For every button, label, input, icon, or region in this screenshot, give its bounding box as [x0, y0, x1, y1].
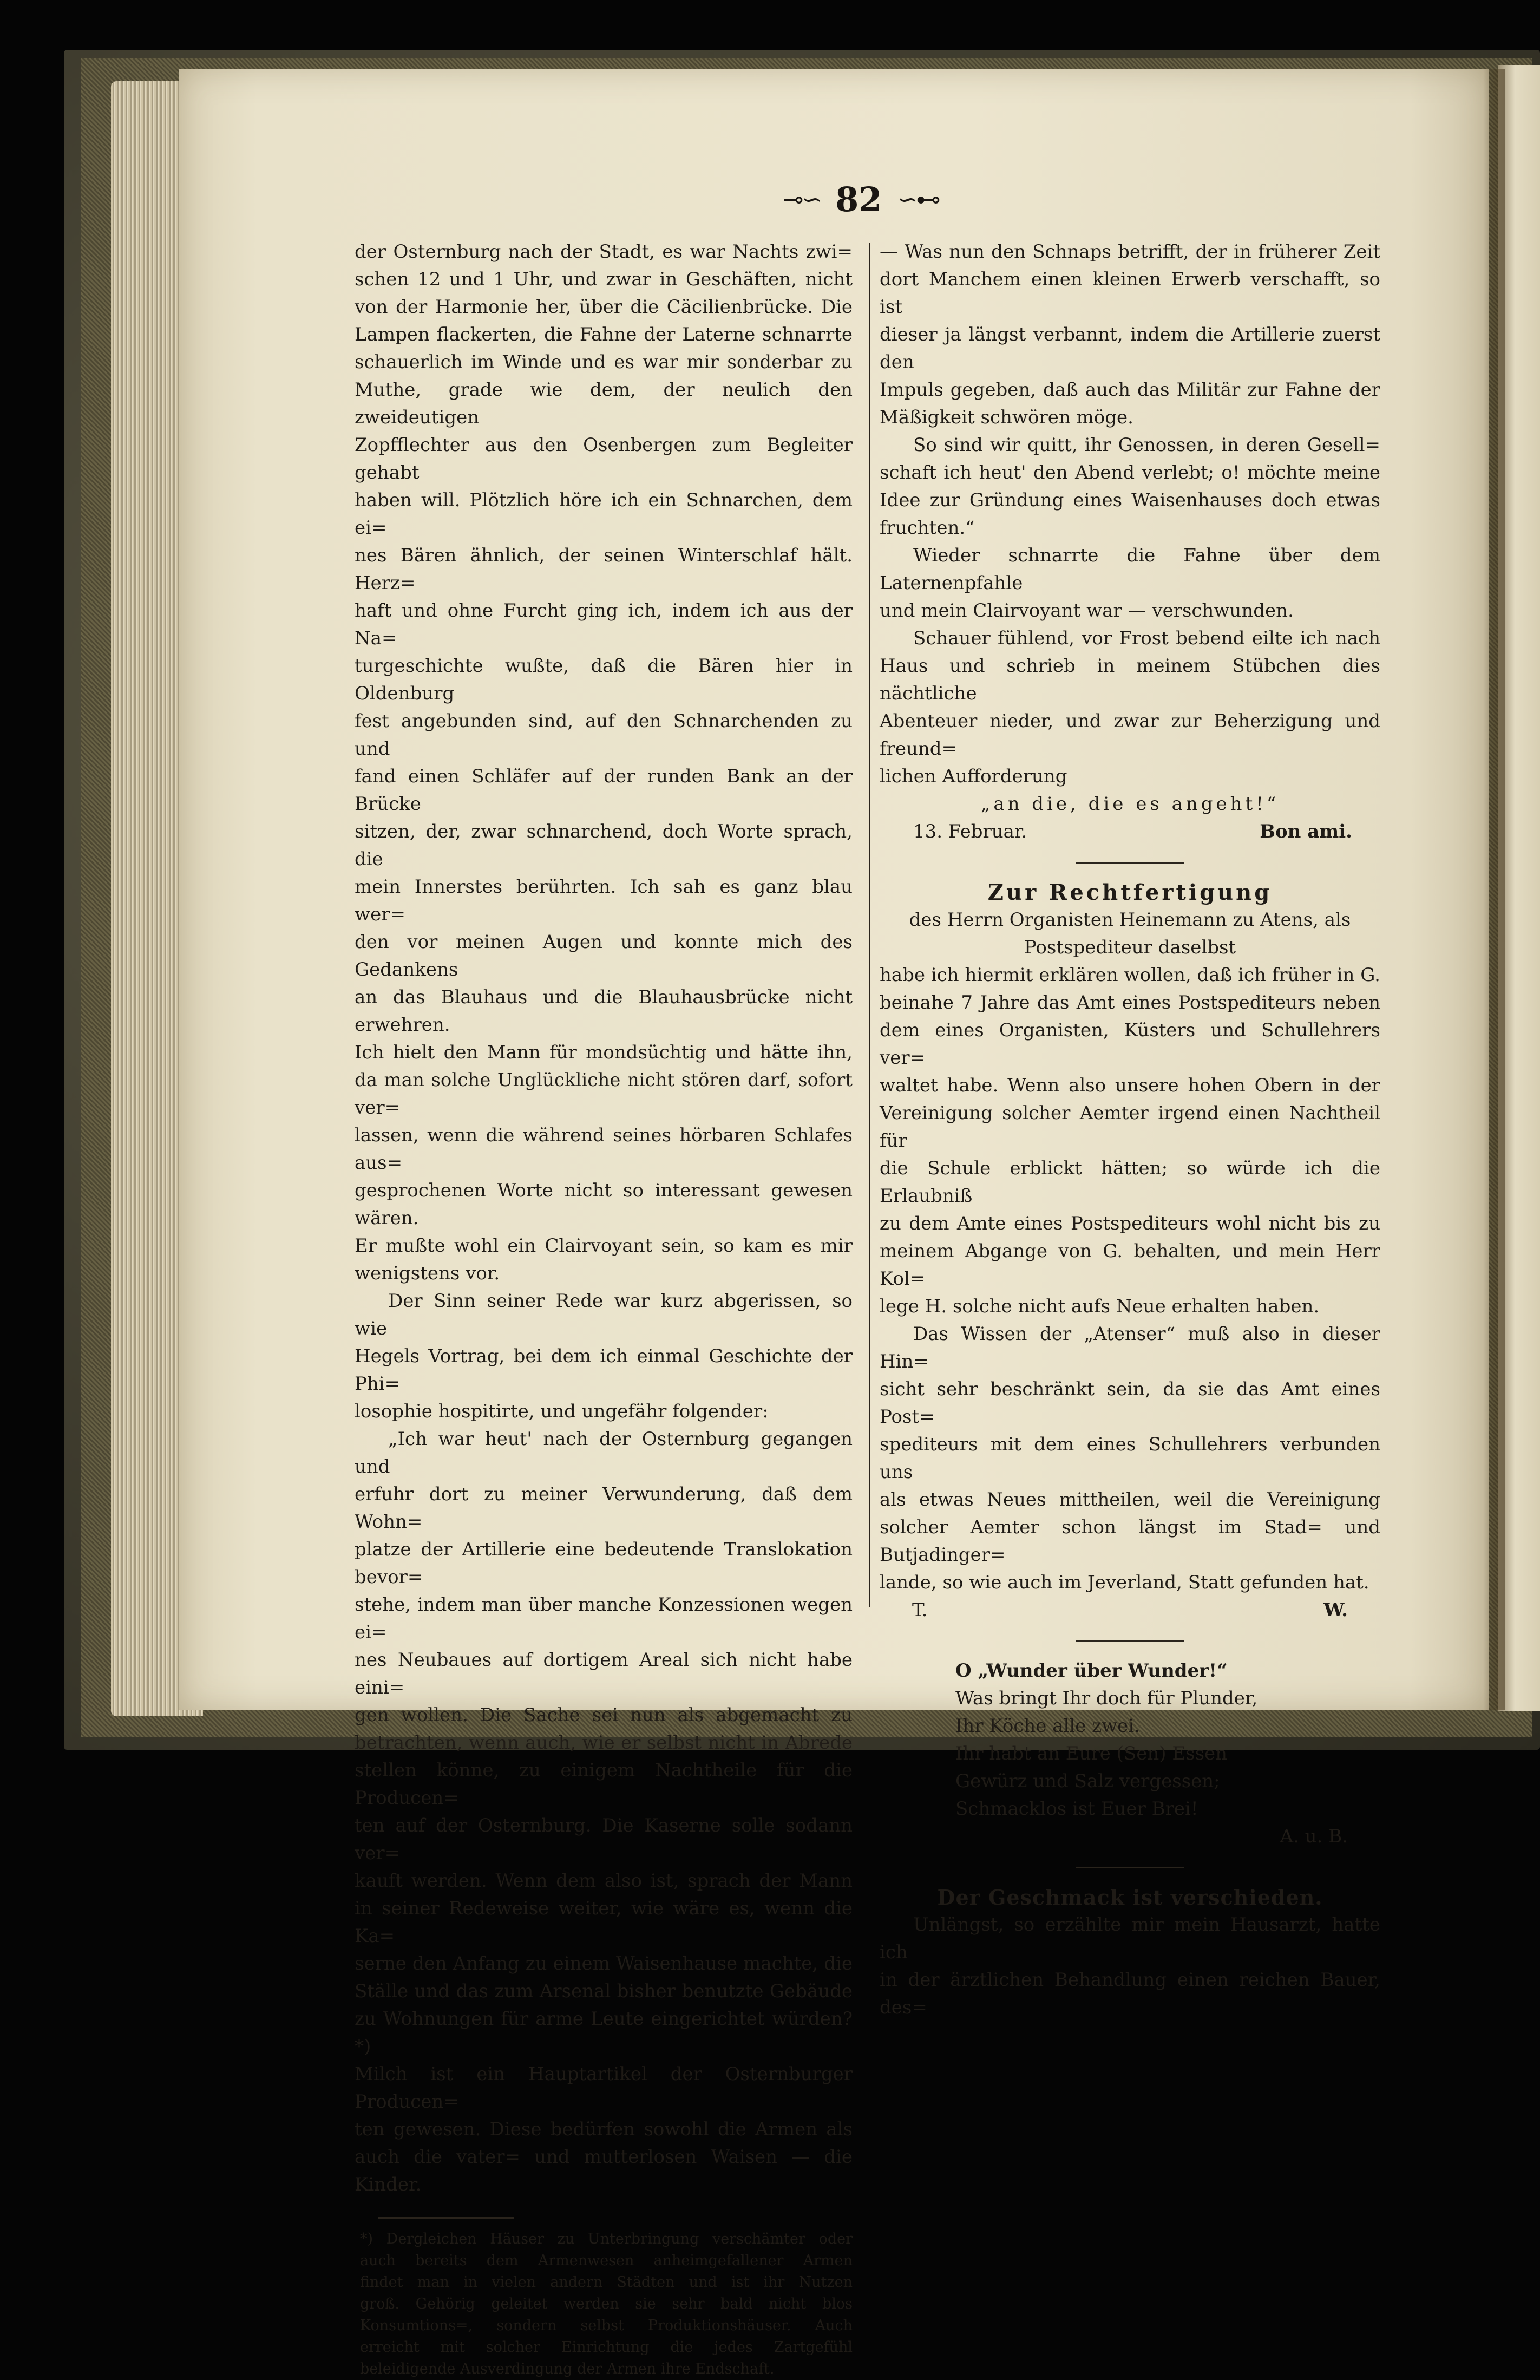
text-line: Impuls gegeben, daß auch das Militär zur Fahne der — [880, 379, 1380, 401]
text-line: Idee zur Gründung eines Waisenhauses doch etwas — [880, 489, 1380, 511]
text-line: stellen könne, zu einigem Nachtheile für die Producen= — [355, 1760, 853, 1809]
text-line: dem eines Organisten, Küsters und Schullehrers ver= — [880, 1019, 1380, 1069]
text-line: So sind wir quitt, ihr Genossen, in deren Gesell= — [913, 434, 1380, 456]
page-number-header — [747, 180, 974, 219]
text-line: haben will. Plötzlich höre ich ein Schnarchen, dem ei= — [355, 489, 853, 539]
text-line: den vor meinen Augen und konnte mich des Gedankens — [355, 931, 853, 980]
text-line: kauft werden. Wenn dem also ist, sprach der Mann — [355, 1870, 853, 1892]
text-line: schaft ich heut' den Abend verlebt; o! möchte meine — [880, 462, 1380, 483]
text-line: fest angebunden sind, auf den Schnarchenden zu und — [355, 710, 853, 760]
text-line: nes Neubaues auf dortigem Areal sich nicht habe eini= — [355, 1649, 853, 1698]
text-line: ten auf der Osternburg. Die Kaserne solle sodann ver= — [355, 1815, 853, 1864]
text-line: als etwas Neues mittheilen, weil die Vereinigung — [880, 1489, 1380, 1511]
text-line: groß. Gehörig geleitet werden sie sehr bald nicht blos — [360, 2296, 853, 2312]
text-line: zu dem Amte eines Postspediteurs wohl nicht bis zu — [880, 1213, 1380, 1234]
paragraph-schnaps — [880, 238, 1380, 431]
text-line: gen wollen. Die Sache sei nun als abgemacht zu — [355, 1704, 853, 1726]
poem-line: Ihr habt an Eure (Sen) Essen — [955, 1743, 1228, 1764]
poem-signature: A. u. B. — [1280, 1826, 1348, 1847]
text-line: Konsumtions=, sondern selbst Produktionshäuser. Auch — [360, 2317, 853, 2334]
text-line: da man solche Unglückliche nicht stören darf, sofort ver= — [355, 1069, 853, 1119]
text-line: Muthe, grade wie dem, der neulich den zweideutigen — [355, 379, 853, 428]
text-line: Milch ist ein Hauptartikel der Osternburger Producen= — [355, 2063, 853, 2113]
text-line: findet man in vielen andern Städten und ist ihr Nutzen — [360, 2274, 853, 2291]
text-line: Der Sinn seiner Rede war kurz abgerissen, so wie — [355, 1290, 853, 1339]
text-line: erreicht mit solcher Einrichtung die jedes Zartgefühl — [360, 2339, 853, 2356]
text-line: in der ärztlichen Behandlung einen reichen Bauer, des= — [880, 1969, 1380, 2018]
page-gutter-shadow — [1483, 69, 1505, 1710]
signature-w: W. — [1323, 1599, 1348, 1621]
poem — [880, 1657, 1380, 1823]
text-line: ten gewesen. Diese bedürfen sowohl die Armen als — [355, 2119, 853, 2140]
closing-quote: „an die, die es angeht!“ — [980, 793, 1280, 815]
text-line: schen 12 und 1 Uhr, und zwar in Geschäften, nicht — [355, 269, 853, 290]
text-line: betrachten, wenn auch, wie er selbst nicht in Abrede — [355, 1732, 853, 1754]
text-line: Vereinigung solcher Aemter irgend einen Nachtheil für — [880, 1102, 1380, 1152]
date: 13. Februar. — [913, 821, 1027, 842]
text-line: solcher Aemter schon längst im Stad= und Butjadinger= — [880, 1516, 1380, 1566]
text-line: nes Bären ähnlich, der seinen Winterschlaf hält. Herz= — [355, 545, 853, 594]
text-line: Hegels Vortrag, bei dem ich einmal Geschichte der Phi= — [355, 1345, 853, 1395]
text-line: dieser ja längst verbannt, indem die Artillerie zuerst den — [880, 324, 1380, 373]
text-line: die Schule erblickt hätten; so würde ich die Erlaubniß — [880, 1158, 1380, 1207]
text-line: Wieder schnarrte die Fahne über dem Laternenpfahle — [880, 545, 1380, 594]
text-line: Lampen flackerten, die Fahne der Laterne schnarrte — [355, 324, 853, 345]
subheading-line-1: des Herrn Organisten Heinemann zu Atens, als — [909, 909, 1351, 931]
text-line: haft und ohne Furcht ging ich, indem ich aus der Na= — [355, 600, 853, 649]
text-line: gesprochenen Worte nicht so interessant gewesen wären. — [355, 1180, 853, 1229]
text-line: losophie hospitirte, und ungefähr folgender: — [355, 1401, 769, 1422]
text-line: an das Blauhaus und die Blauhausbrücke nicht erwehren. — [355, 986, 853, 1036]
text-line: meinem Abgange von G. behalten, und mein Herr Kol= — [880, 1240, 1380, 1290]
text-line: dort Manchem einen kleinen Erwerb verschafft, so ist — [880, 269, 1380, 318]
text-line: turgeschichte wußte, daß die Bären hier in Oldenburg — [355, 655, 853, 704]
column-divider — [869, 243, 870, 1607]
poem-line: Gewürz und Salz vergessen; — [955, 1770, 1220, 1792]
page-number: 82 — [835, 179, 882, 219]
text-line: beleidigende Ausverdingung der Armen ihre Endschaft. — [360, 2361, 775, 2377]
text-line: Ställe und das zum Arsenal bisher benutzte Gebäude — [355, 1980, 853, 2002]
paragraph-erklaerung — [880, 962, 1380, 1320]
text-line: habe ich hiermit erklären wollen, daß ich früher in G. — [880, 964, 1380, 986]
text-line: Ich hielt den Mann für mondsüchtig und hätte ihn, — [355, 1042, 853, 1063]
ornament-right-icon: ∽⊷ — [897, 185, 939, 214]
text-line: platze der Artillerie eine bedeutende Translokation bevor= — [355, 1539, 853, 1588]
subheading-line-2: Postspediteur daselbst — [1024, 937, 1236, 958]
date-signature-line — [880, 818, 1380, 846]
heading-geschmack: Der Geschmack ist verschieden. — [937, 1885, 1323, 1910]
poem-line: Ihr Köche alle zwei. — [955, 1715, 1140, 1737]
text-line: fand einen Schläfer auf der runden Bank an der Brücke — [355, 766, 853, 815]
text-line: Schauer fühlend, vor Frost bebend eilte ich nach — [913, 627, 1380, 649]
poem-line: Was bringt Ihr doch für Plunder, — [955, 1688, 1258, 1709]
text-line: Haus und schrieb in meinem Stübchen dies nächtliche — [880, 655, 1380, 704]
text-line: von der Harmonie her, über die Cäcilienbrücke. Die — [355, 296, 853, 318]
text-line: schauerlich im Winde und es war mir sonderbar zu — [355, 351, 853, 373]
poem-line: Schmacklos ist Euer Brei! — [955, 1798, 1198, 1820]
text-line: Er mußte wohl ein Clairvoyant sein, so kam es mir — [355, 1235, 853, 1257]
text-line: spediteurs mit dem eines Schullehrers verbunden uns — [880, 1434, 1380, 1483]
initials-line — [880, 1597, 1380, 1624]
text-line: lege H. solche nicht aufs Neue erhalten haben. — [880, 1296, 1320, 1317]
text-line: auch bereits dem Armenwesen anheimgefallener Armen — [360, 2252, 853, 2269]
text-line: waltet habe. Wenn also unsere hohen Obern in der — [880, 1075, 1380, 1096]
section-rule — [1076, 862, 1184, 864]
text-line: „Ich war heut' nach der Osternburg gegangen und — [355, 1428, 853, 1477]
text-line: wenigstens vor. — [355, 1263, 500, 1284]
text-line: Das Wissen der „Atenser“ muß also in dieser Hin= — [880, 1323, 1380, 1372]
paragraph-hausarzt — [880, 1911, 1380, 2022]
text-line: erfuhr dort zu meiner Verwunderung, daß dem Wohn= — [355, 1483, 853, 1533]
text-line: zu Wohnungen für arme Leute eingerichtet würden?*) — [355, 2008, 853, 2057]
paragraph-genossen — [880, 431, 1380, 542]
text-line: — Was nun den Schnaps betrifft, der in früherer Zeit — [880, 241, 1380, 263]
section-rule — [1076, 1640, 1184, 1642]
text-line: Zopfflechter aus den Osenbergen zum Begleiter gehabt — [355, 434, 853, 483]
left-article-text — [355, 238, 853, 2199]
section-rule — [1076, 1867, 1184, 1868]
text-line: lichen Aufforderung — [880, 766, 1067, 787]
text-line: Mäßigkeit schwören möge. — [880, 407, 1133, 428]
text-line: Unlängst, so erzählte mir mein Hausarzt, hatte ich — [880, 1914, 1380, 1963]
heading-rechtfertigung: Zur Rechtfertigung — [987, 880, 1273, 905]
text-line: lassen, wenn die während seines hörbaren Schlafes aus= — [355, 1124, 853, 1174]
text-line: sitzen, der, zwar schnarchend, doch Worte sprach, die — [355, 821, 853, 870]
text-line: der Osternburg nach der Stadt, es war Nachts zwi= — [355, 241, 853, 263]
paragraph-fahne — [880, 542, 1380, 625]
paragraph-atenser — [880, 1320, 1380, 1597]
text-line: serne den Anfang zu einem Waisenhause machte, die — [355, 1953, 853, 1974]
right-column — [880, 238, 1380, 2022]
text-line: fruchten.“ — [880, 517, 975, 539]
ornament-left-icon: ⊸∽ — [783, 185, 821, 214]
text-line: auch die vater= und mutterlosen Waisen — die Kinder. — [355, 2146, 853, 2195]
text-line: mein Innerstes berührten. Ich sah es ganz blau wer= — [355, 876, 853, 925]
signature-t: T. — [912, 1599, 928, 1621]
paragraph-schauer — [880, 625, 1380, 790]
left-column — [355, 238, 853, 2380]
footnote — [355, 2228, 853, 2380]
text-line: stehe, indem man über manche Konzessionen wegen ei= — [355, 1594, 853, 1643]
text-line: *) Dergleichen Häuser zu Unterbringung verschämter oder — [360, 2231, 853, 2247]
footnote-rule — [378, 2217, 514, 2219]
text-line: beinahe 7 Jahre das Amt eines Postspediteurs neben — [880, 992, 1380, 1014]
text-line: in seiner Redeweise weiter, wie wäre es, wenn die Ka= — [355, 1898, 853, 1947]
text-line: sicht sehr beschränkt sein, da sie das Amt eines Post= — [880, 1378, 1380, 1428]
text-line: lande, so wie auch im Jeverland, Statt gefunden hat. — [880, 1572, 1369, 1593]
poem-title: O „Wunder über Wunder!“ — [955, 1660, 1228, 1682]
signature-bon-ami: Bon ami. — [1260, 821, 1352, 842]
text-line: und mein Clairvoyant war — verschwunden. — [880, 600, 1294, 622]
text-line: Abenteuer nieder, und zwar zur Beherzigung und freund= — [880, 710, 1380, 760]
